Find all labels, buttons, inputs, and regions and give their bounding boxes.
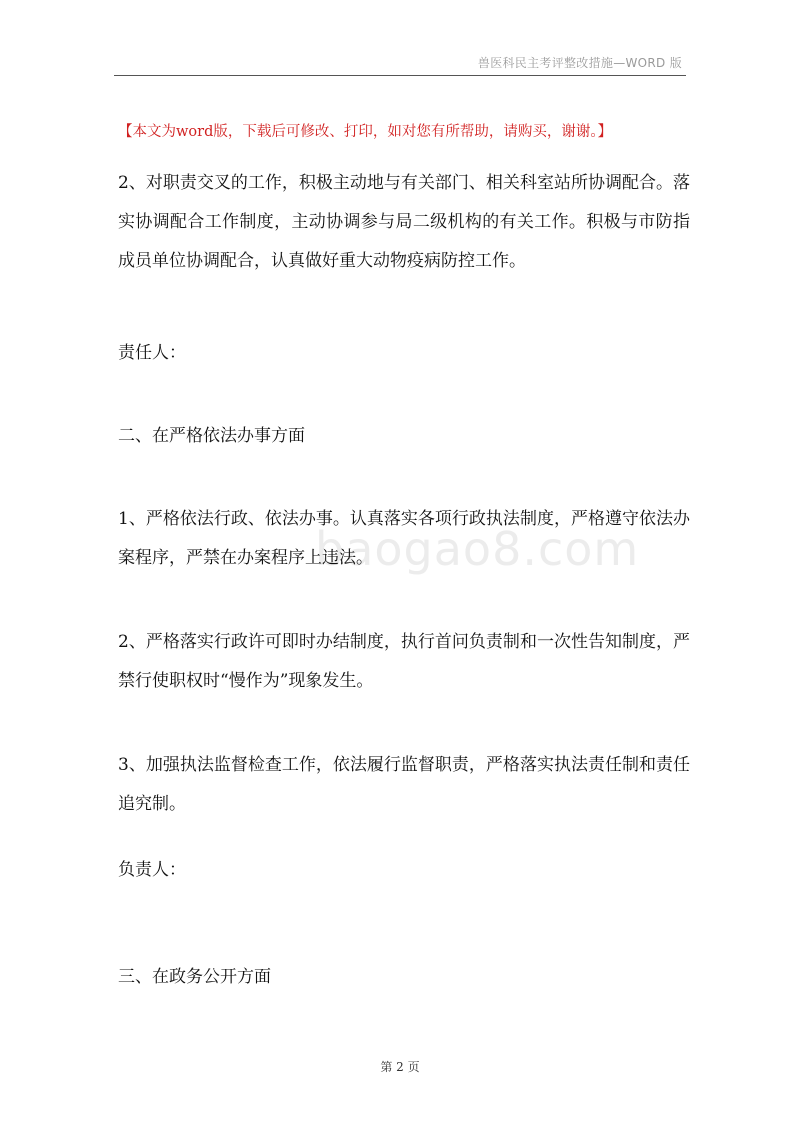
header-title: 兽医科民主考评整改措施—WORD 版 <box>477 56 682 70</box>
paragraph-law-1: 1、严格依法行政、依法办事。认真落实各项行政执法制度，严格遵守依法办案程序，严禁在办案程序上违法。 <box>118 509 690 568</box>
page-number: 第 2 页 <box>380 1060 420 1074</box>
section-heading-disclosure: 三、在政务公开方面 <box>118 967 271 987</box>
paragraph-coordination: 2、对职责交叉的工作，积极主动地与有关部门、相关科室站所协调配合。落实协调配合工作制度，主动协调参与局二级机构的有关工作。积极与市防指成员单位协调配合，认真做好重大动物疫病防控工作。 <box>118 173 690 271</box>
paragraph-law-3: 3、加强执法监督检查工作，依法履行监督职责，严格落实执法责任制和责任追究制。 <box>118 755 690 814</box>
watermark: baogao8.com <box>315 522 640 576</box>
paragraph-law-2: 2、严格落实行政许可即时办结制度，执行首问负责制和一次性告知制度，严禁行使职权时“慢作为”现象发生。 <box>118 632 690 691</box>
purchase-notice: 【本文为word版，下载后可修改、打印，如对您有所帮助，请购买，谢谢。】 <box>118 124 613 140</box>
header-divider <box>114 75 686 76</box>
paragraph-responsible-person: 责任人： <box>118 343 186 363</box>
paragraph-person-in-charge: 负责人： <box>118 860 186 880</box>
section-heading-law: 二、在严格依法办事方面 <box>118 426 305 446</box>
